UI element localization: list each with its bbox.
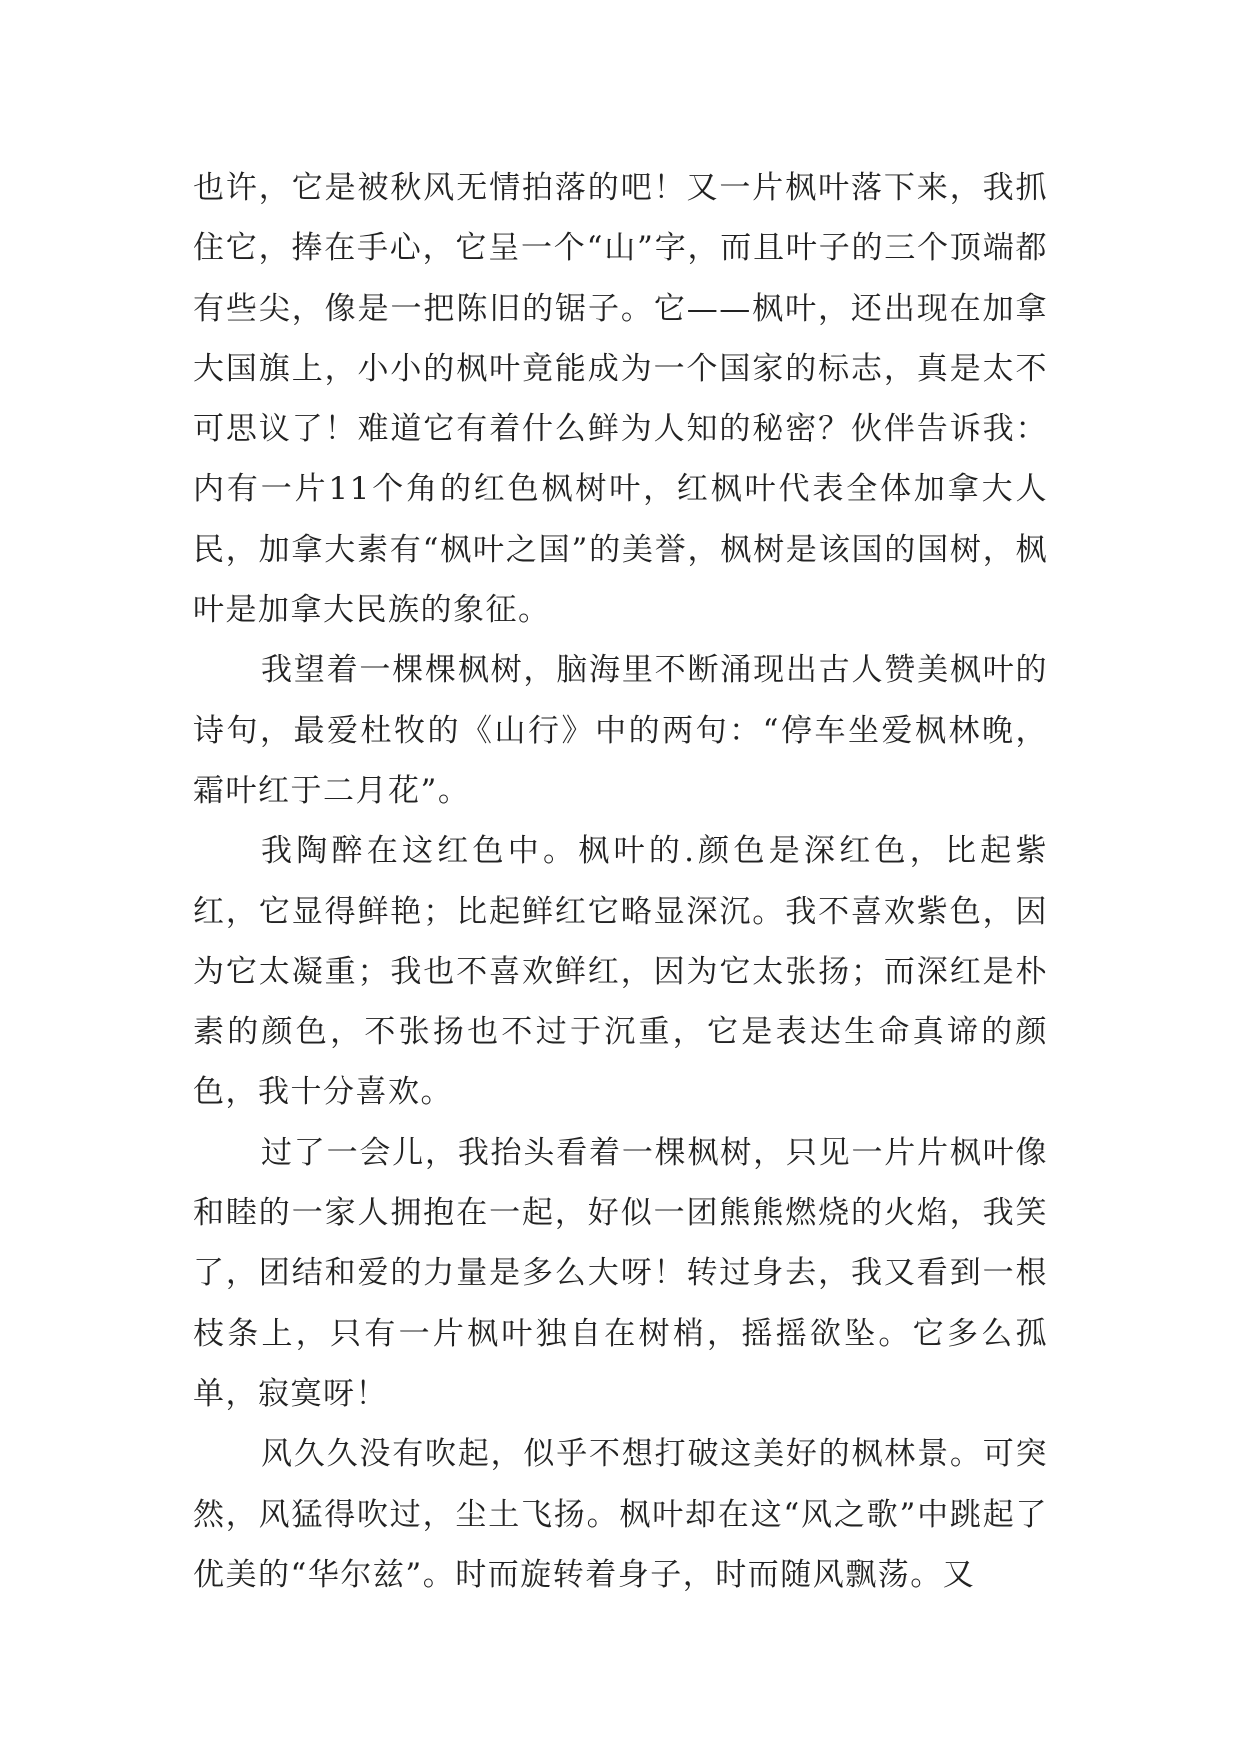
- document-body: [193, 158, 1048, 1605]
- paragraph-continuation: 也许，它是被秋风无情拍落的吧！又一片枫叶落下来，我抓住它，捧在手心，它呈一个“山”字，而且叶子的三个顶端都有些尖，像是一把陈旧的锯子。它——枫叶，还出现在加拿大国旗上，小小的枫叶竟能成为一个国家的标志，真是太不可思议了！难道它有着什么鲜为人知的秘密？伙伴告诉我：内有一片11个角的红色枫树叶，红枫叶代表全体加拿大人民，加拿大素有“枫叶之国”的美誉，枫树是该国的国树，枫叶是加拿大民族的象征。: [193, 170, 1048, 629]
- paragraph-poem: 我望着一棵棵枫树，脑海里不断涌现出古人赞美枫叶的诗句，最爱杜牧的《山行》中的两句：“停车坐爱枫林晚，霜叶红于二月花”。: [193, 652, 1048, 809]
- paragraph-family: 过了一会儿，我抬头看着一棵枫树，只见一片片枫叶像和睦的一家人拥抱在一起，好似一团熊熊燃烧的火焰，我笑了，团结和爱的力量是多么大呀！转过身去，我又看到一根枝条上，只有一片枫叶独自在树梢，摇摇欲坠。它多么孤单，寂寞呀！: [193, 1134, 1048, 1412]
- paragraph-color: 我陶醉在这红色中。枫叶的.颜色是深红色，比起紫红，它显得鲜艳；比起鲜红它略显深沉。我不喜欢紫色，因为它太凝重；我也不喜欢鲜红，因为它太张扬；而深红是朴素的颜色，不张扬也不过于沉重，它是表达生命真谛的颜色，我十分喜欢。: [193, 833, 1048, 1111]
- paragraph-wind: 风久久没有吹起，似乎不想打破这美好的枫林景。可突然，风猛得吹过，尘土飞扬。枫叶却在这“风之歌”中跳起了优美的“华尔兹”。时而旋转着身子，时而随风飘荡。又: [193, 1436, 1048, 1593]
